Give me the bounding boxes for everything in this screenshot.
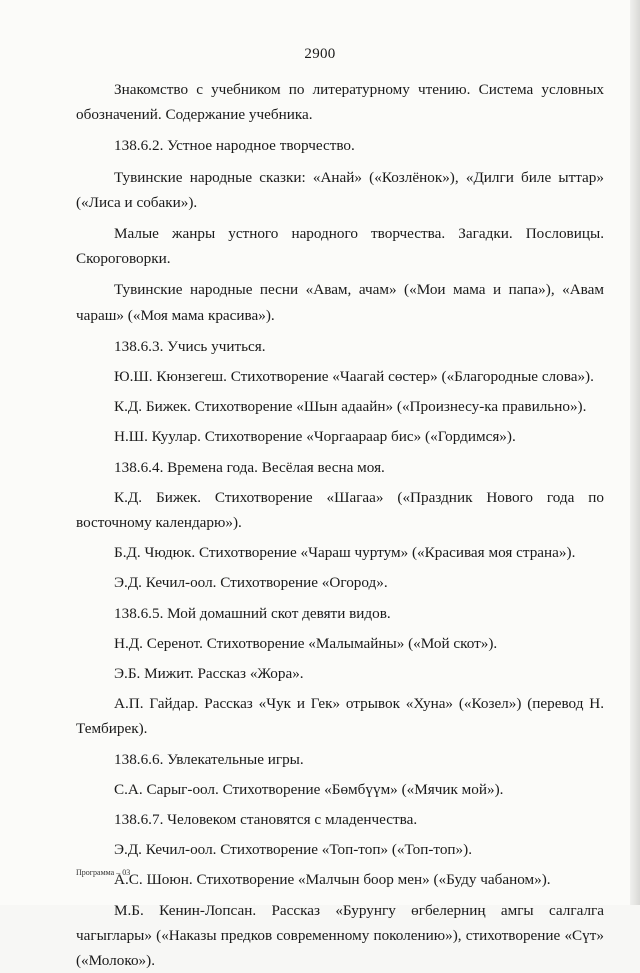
paragraph: 138.6.4. Времена года. Весёлая весна моя. [114,458,385,476]
paragraph: 138.6.6. Увлекательные игры. [114,750,304,768]
paragraph: К.Д. Бижек. Стихотворение «Шын адаайн» («Произнесу-ка правильно»). [114,398,587,416]
paragraph: Знакомство с учебником по литературному чтению. Система условных обозначений. Содержание учебника. [76,81,604,124]
paragraph: Э.Д. Кечил-оол. Стихотворение «Огород». [114,574,388,592]
page-edge-shadow [630,0,640,905]
page-footer: Программа – 03 [76,868,131,877]
document-body [76,77,604,973]
paragraph: М.Б. Кенин-Лопсан. Рассказ «Бурунгу өгбелерниң амгы салгалга чагыглары» («Наказы предков современному поколению»), стихотворение «Сүт» («Молоко»). [76,901,604,970]
paragraph: Б.Д. Чюдюк. Стихотворение «Чараш чуртум» («Красивая моя страна»). [114,544,576,562]
paragraph: Н.Ш. Куулар. Стихотворение «Чоргаараар бис» («Гордимся»). [114,428,516,446]
paragraph: К.Д. Бижек. Стихотворение «Шагаа» («Праздник Нового года по восточному календарю»). [76,488,604,532]
paragraph: С.А. Сарыг-оол. Стихотворение «Бөмбүүм» («Мячик мой»). [114,780,504,798]
paragraph: А.С. Шоюн. Стихотворение «Малчын боор мен» («Буду чабаном»). [114,871,551,889]
paragraph: 138.6.3. Учись учиться. [114,337,266,355]
paragraph: 138.6.2. Устное народное творчество. [114,137,355,155]
paragraph: Ю.Ш. Кюнзегеш. Стихотворение «Чаагай сөстер» («Благородные слова»). [114,368,594,386]
paragraph: 138.6.5. Мой домашний скот девяти видов. [114,604,391,622]
paragraph: Малые жанры устного народного творчества. Загадки. Пословицы. Скороговорки. [76,225,604,268]
paragraph: Э.Д. Кечил-оол. Стихотворение «Топ-топ» («Топ-топ»). [114,841,473,859]
page-number: 2900 [304,46,336,62]
paragraph: Тувинские народные песни «Авам, ачам» («Мои мама и папа»), «Авам чараш» («Моя мама красива»). [76,281,604,324]
paragraph: Тувинские народные сказки: «Анай» («Козлёнок»), «Дилги биле ыттар» («Лиса и собаки»). [76,168,604,211]
paragraph: 138.6.7. Человеком становятся с младенчества. [114,811,418,829]
paragraph: Н.Д. Серенот. Стихотворение «Малымайны» («Мой скот»). [114,634,498,652]
paragraph: Э.Б. Мижит. Рассказ «Жора». [114,665,304,683]
paragraph: А.П. Гайдар. Рассказ «Чук и Гек» отрывок «Хуна» («Козел») (перевод Н. Тембирек). [76,695,604,738]
